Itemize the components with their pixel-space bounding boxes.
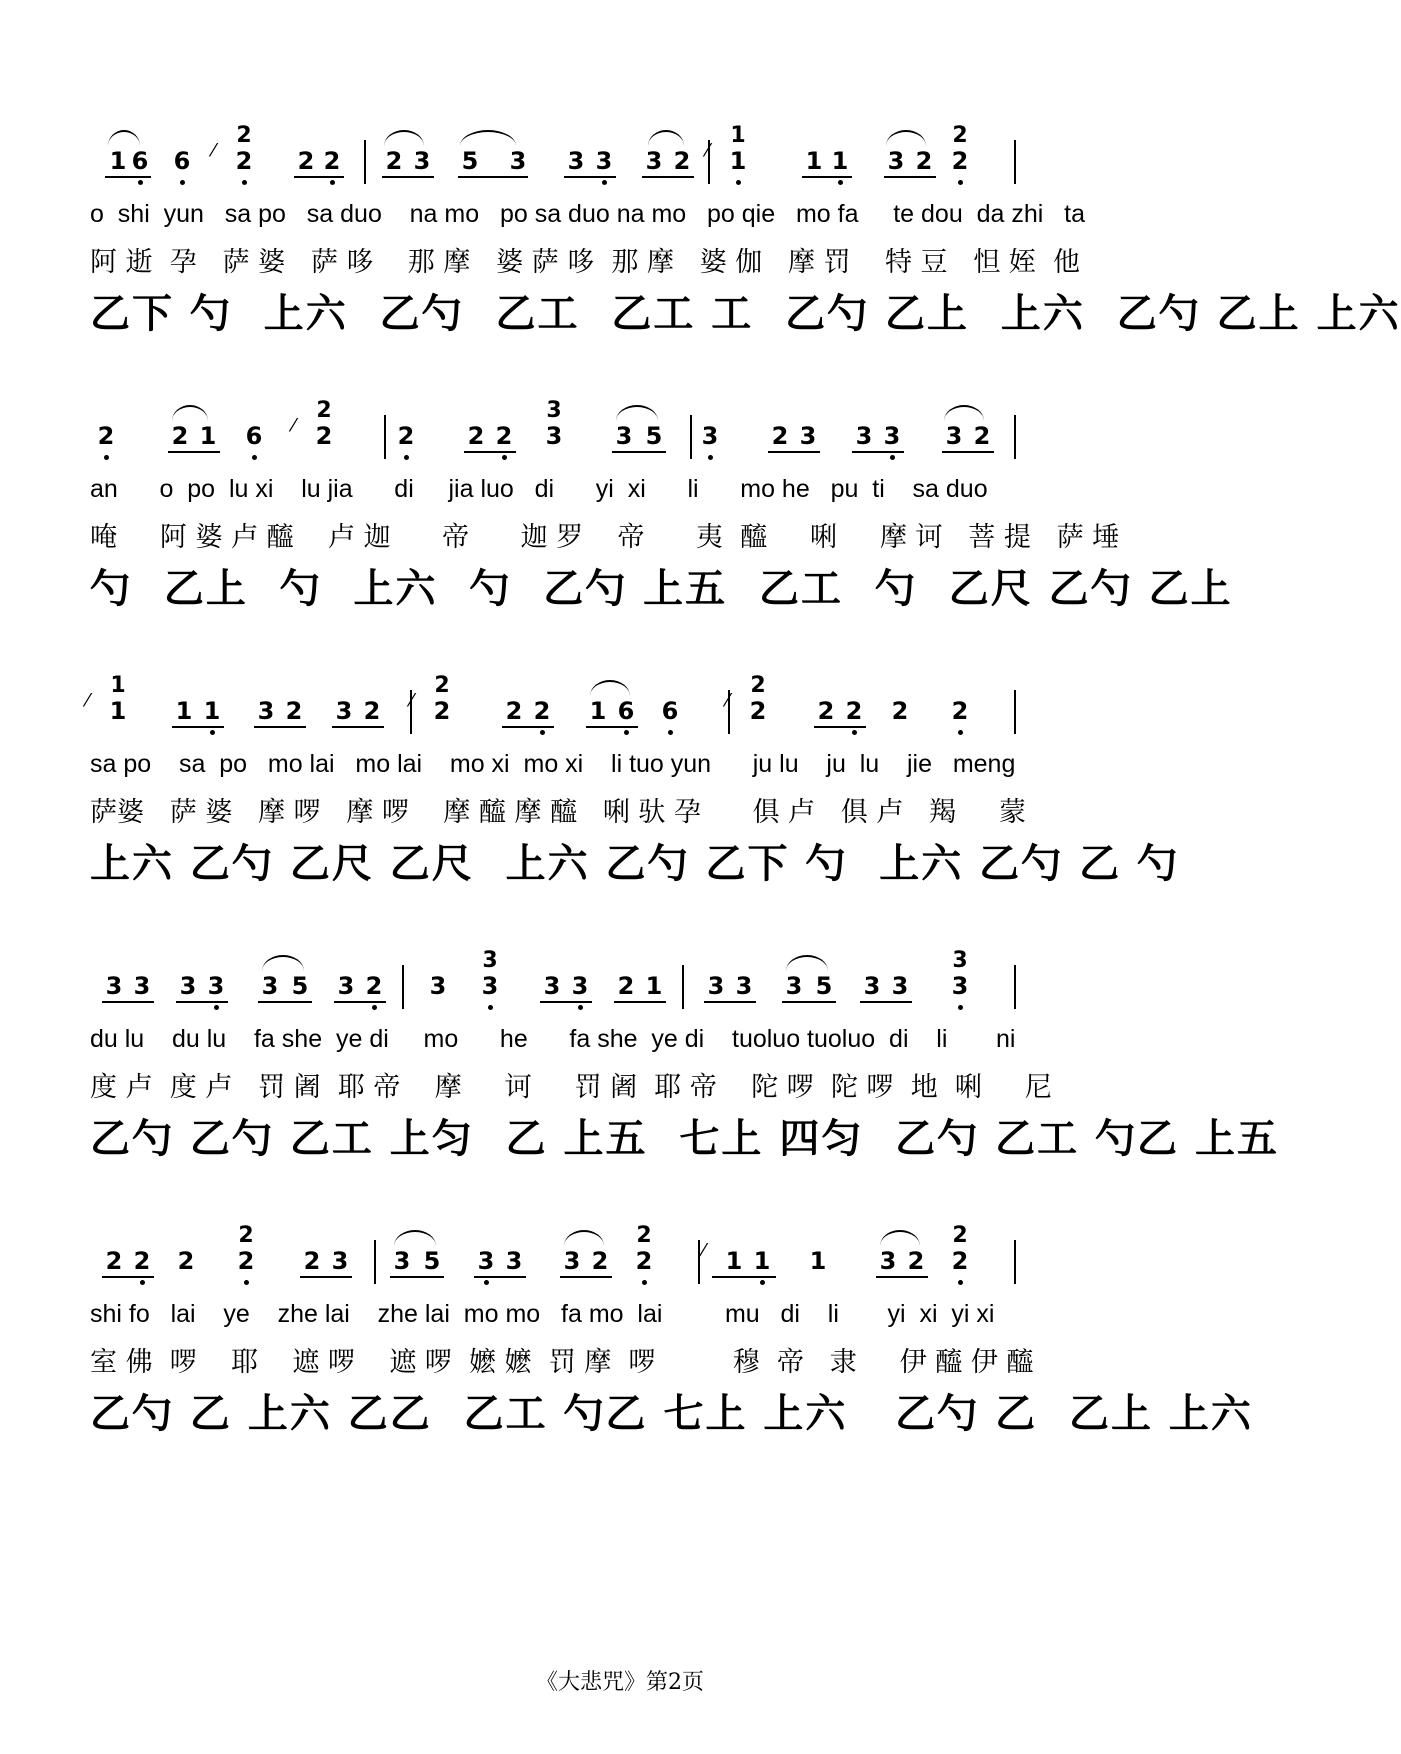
page-footer: 《大悲咒》第2页 [536,1670,704,1695]
notation-system-4: 3 3 3 3 3 5 3 2 3 3 3 3 3 2 1 3 3 3 5 3 3 3 3 du lu du lu fa she ye di mo he fa she ye di tuoluo tuoluo di li ni 度 卢 度 卢 罚 阇 耶 帝 摩 诃 罚 阇 耶 帝 陀 啰 陀 啰 地 唎 尼 乙勺 乙勺 乙工 上匀 乙 上五 七上 四匀 乙勺 乙工 勺乙 上五 [90,948,1279,1162]
gongche-line-2: 勺 乙上 勺 上六 勺 乙勺 上五 乙工 勺 乙尺 乙勺 乙上 [90,565,1233,612]
gongche-line-1: 乙下 勺 上六 乙勺 乙工 乙工 工 乙勺 乙上 上六 乙勺 乙上 上六 [90,290,1401,337]
gongche-line-5: 乙勺 乙 上六 乙乙 乙工 勺乙 七上 上六 乙勺 乙 乙上 上六 [90,1390,1253,1437]
notation-system-1: 1 6 6 2 ⁄ 2 2 2 2 3 5 3 3 3 3 2 1 ⁄ 1 1 1 3 2 2 2 o shi yun sa po sa duo na mo po sa duo na mo po qie mo fa te dou da zhi ta 阿 逝 孕 萨 婆 萨 哆 那 摩 婆 萨 哆 那 摩 婆 伽 摩 罚 特 豆 怛 姪 他 乙下 勺 上六 乙勺 乙工 乙工 工 乙勺 乙上 上六 乙勺 乙上 上六 [90,123,1401,337]
pinyin-line-4: du lu du lu fa she ye di mo he fa she ye di tuoluo tuoluo di li ni [90,1025,1016,1053]
pinyin-line-2: an o po lu xi lu jia di jia luo di yi xi li mo he pu ti sa duo [90,475,988,503]
hanzi-line-5: 室 佛 啰 耶 遮 啰 遮 啰 嬷 嬷 罚 摩 啰 穆 帝 隶 伊 醯 伊 醯 [90,1347,1034,1378]
pinyin-line-5: shi fo lai ye zhe lai zhe lai mo mo fa mo lai mu di li yi xi yi xi [90,1300,995,1328]
notation-system-2: 2 2 1 6 2 ⁄ 2 2 2 2 3 3 3 5 3 2 3 3 3 3 2 an o po lu xi lu jia di jia luo di yi xi li mo he pu ti sa duo 唵 阿 婆 卢 醯 卢 迦 帝 迦 罗 帝 夷 醯 唎 摩 诃 菩 提 萨 埵 勺 乙上 勺 上六 勺 乙勺 上五 乙工 勺 乙尺 乙勺 乙上 [90,398,1233,612]
hanzi-line-3: 萨婆 萨 婆 摩 啰 摩 啰 摩 醯 摩 醯 唎 驮 孕 俱 卢 俱 卢 羯 蒙 [90,797,1027,828]
hanzi-line-1: 阿 逝 孕 萨 婆 萨 哆 那 摩 婆 萨 哆 那 摩 婆 伽 摩 罚 特 豆 怛 姪 他 [90,247,1081,278]
pinyin-line-3: sa po sa po mo lai mo lai mo xi mo xi li tuo yun ju lu ju lu jie meng [90,750,1016,778]
hanzi-line-2: 唵 阿 婆 卢 醯 卢 迦 帝 迦 罗 帝 夷 醯 唎 摩 诃 菩 提 萨 埵 [90,522,1120,553]
gongche-line-4: 乙勺 乙勺 乙工 上匀 乙 上五 七上 四匀 乙勺 乙工 勺乙 上五 [90,1115,1279,1162]
gongche-line-3: 上六 乙勺 乙尺 乙尺 上六 乙勺 乙下 勺 上六 乙勺 乙 勺 [90,840,1180,887]
hanzi-line-4: 度 卢 度 卢 罚 阇 耶 帝 摩 诃 罚 阇 耶 帝 陀 啰 陀 啰 地 唎 尼 [90,1072,1052,1103]
pinyin-line-1: o shi yun sa po sa duo na mo po sa duo na mo po qie mo fa te dou da zhi ta [90,200,1086,228]
notation-system-3: 1 ⁄ 1 1 1 3 2 3 2 2 ⁄ 2 2 2 1 6 6 2 ⁄ 2 2 2 2 2 sa po sa po mo lai mo lai mo xi mo xi li tuo yun ju lu ju lu jie meng 萨婆 萨 婆 摩 啰 摩 啰 摩 醯 摩 醯 唎 驮 孕 俱 卢 俱 卢 羯 蒙 上六 乙勺 乙尺 乙尺 上六 乙勺 乙下 勺 上六 乙勺 乙 勺 [86,673,1180,887]
notation-system-5: 2 2 2 2 2 2 3 3 5 3 3 3 2 2 2 ⁄ 1 1 1 3 2 2 2 shi fo lai ye zhe lai zhe lai mo mo fa mo lai mu di li yi xi yi xi 室 佛 啰 耶 遮 啰 遮 啰 嬷 嬷 罚 摩 啰 穆 帝 隶 伊 醯 伊 醯 乙勺 乙 上六 乙乙 乙工 勺乙 七上 上六 乙勺 乙 乙上 上六 [90,1223,1253,1437]
